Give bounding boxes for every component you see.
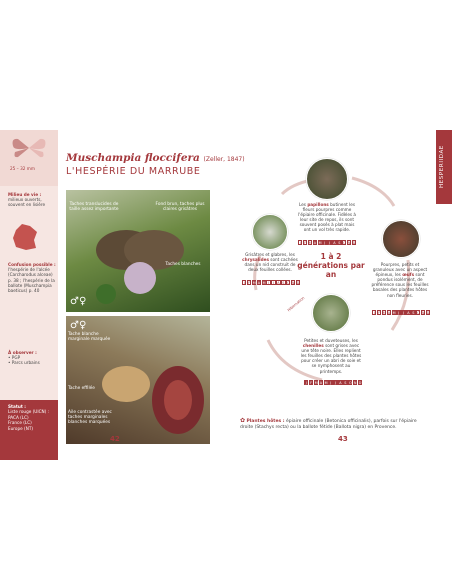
month-cell: S <box>344 381 347 385</box>
caption: Tache effilée <box>68 386 95 391</box>
flower-icon: ✿ <box>240 417 246 424</box>
month-cell: J <box>299 241 301 245</box>
months-pupa <box>242 280 300 285</box>
hibernation-label: Hibernation <box>286 295 306 313</box>
butterfly-size-icon <box>8 136 50 160</box>
month-cell: A <box>277 281 280 285</box>
month-cell: F <box>310 381 313 385</box>
month-cell: M <box>392 311 396 315</box>
month-cell: N <box>291 281 295 285</box>
page-number-right: 43 <box>338 435 348 443</box>
observe-label: À observer : <box>8 350 37 355</box>
habitat-label: Milieu de vie : <box>8 192 42 197</box>
status-label: Statut : <box>8 404 26 409</box>
larva-text: Petites et duveteuses, les chenilles sont grises avec une tête noire. Elles replient les feuilles des plantes hôtes pour créer un abri de soie et se nymphosent au printemps. <box>300 338 362 374</box>
month-cell: J <box>373 311 375 315</box>
months-larva <box>304 380 362 385</box>
month-cell: M <box>324 381 328 385</box>
adult-text: Les papillons butinent les fleurs pourpres comme l'épiaire officinale. Fidèles à leur site de repos, ils sont souvent posés à plat mais ont un vol très rapide. <box>298 202 356 233</box>
month-cell: J <box>330 381 332 385</box>
confusion-label: Confusion possible : <box>8 262 56 267</box>
month-cell: M <box>308 241 312 245</box>
month-cell: F <box>248 281 251 285</box>
month-cell: J <box>324 241 326 245</box>
caption: Tache blanche marginale marquée <box>68 332 111 342</box>
confusion-text: l'hespérie de l'alcée (Carcharodus alceae) p. 38 ; l'hespérie de la ballote (Muschampia baeticus) p. 40 <box>8 267 55 294</box>
observe-item: • Parcs urbains <box>8 360 40 366</box>
month-cell: J <box>243 281 245 285</box>
month-cell: J <box>273 281 275 285</box>
month-cell: S <box>412 311 415 315</box>
observe <box>8 350 56 366</box>
book-spread <box>0 130 452 460</box>
status-line: PACA (LC) <box>8 414 29 420</box>
month-cell: F <box>378 311 381 315</box>
month-cell: F <box>304 241 307 245</box>
status-line: Europe (NT) <box>8 425 34 431</box>
sidebar <box>0 130 58 460</box>
confusion <box>8 262 56 293</box>
adult-photo <box>306 158 348 200</box>
month-cell: N <box>347 241 351 245</box>
month-cell: A <box>407 311 410 315</box>
caption: Taches blanches <box>165 262 201 267</box>
month-cell: D <box>352 241 356 245</box>
month-cell: M <box>314 381 318 385</box>
size-text: 25 – 32 mm <box>10 166 35 171</box>
month-cell: J <box>305 381 307 385</box>
larva-photo <box>312 294 350 332</box>
month-cell: O <box>287 281 290 285</box>
size-panel <box>0 130 58 186</box>
month-cell: M <box>318 241 322 245</box>
common-name: L'HESPÉRIE DU MARRUBE <box>66 166 201 177</box>
month-cell: A <box>313 241 317 245</box>
status-line: Liste rouge (UICN) : <box>8 409 50 415</box>
month-cell: A <box>257 281 261 285</box>
france-map-icon <box>10 222 40 252</box>
habitat <box>8 192 54 208</box>
month-cell: J <box>268 281 270 285</box>
pupa-photo <box>252 214 288 250</box>
sex-symbol: ♂♀ <box>70 296 87 307</box>
month-cell: D <box>426 311 430 315</box>
month-cell: M <box>252 281 256 285</box>
month-cell: N <box>353 381 357 385</box>
photo-open-wings <box>66 190 210 312</box>
page-number-left: 42 <box>110 435 120 443</box>
month-cell: J <box>329 241 331 245</box>
status-line: France (LC) <box>8 420 32 426</box>
caption: Fond brun, taches plus claires grisâtres <box>155 202 205 212</box>
pupa-text: Grisâtres et glabres, les chrysalides sont cachées dans un nid construit de deux feuilles collées. <box>242 252 298 273</box>
status-panel <box>0 400 58 460</box>
months-egg <box>372 310 430 315</box>
species-author: (Zeller, 1847) <box>203 156 245 163</box>
month-cell: O <box>417 311 420 315</box>
month-cell: O <box>343 241 346 245</box>
month-cell: J <box>335 381 337 385</box>
sex-symbol: ♂♀ <box>70 320 87 331</box>
months-adult <box>298 240 356 245</box>
month-cell: A <box>339 381 342 385</box>
month-cell: S <box>338 241 341 245</box>
caption: Aile contrastée avec taches marginales blanches marquées <box>68 410 112 425</box>
family-tab-label: HESPERIIDAE <box>439 145 445 189</box>
month-cell: A <box>387 311 391 315</box>
species-name: Muschampia floccifera (Zeller, 1847) <box>66 152 245 164</box>
month-cell: N <box>421 311 425 315</box>
month-cell: M <box>382 311 386 315</box>
egg-text: Pourpres, petits et granuleux avec un aspect épineux, les œufs sont pondus isolément, de préférence sous les feuilles basales des plantes hôtes non fleuries. <box>371 262 429 298</box>
generations-per-year: 1 à 2 générations par an <box>297 252 365 279</box>
photo-closed-wings <box>66 316 210 444</box>
host-plants: ✿ Plantes hôtes : épiaire officinale (Betonica officinalis), parfois sur l'épiaire droite (Stachys recta) ou la ballote fétide (Ballota nigra) en Provence. <box>240 417 417 430</box>
month-cell: J <box>398 311 400 315</box>
month-cell: S <box>282 281 285 285</box>
caption: Taches translucides de taille assez importante <box>69 202 119 212</box>
month-cell: J <box>403 311 405 315</box>
month-cell: A <box>319 381 323 385</box>
month-cell: O <box>349 381 352 385</box>
month-cell: D <box>296 281 300 285</box>
month-cell: A <box>333 241 336 245</box>
observe-item: • PGP <box>8 355 21 361</box>
egg-photo <box>382 220 420 258</box>
month-cell: M <box>262 281 266 285</box>
month-cell: D <box>358 381 362 385</box>
habitat-text: milieux ouverts, souvent en lisière <box>8 197 46 208</box>
